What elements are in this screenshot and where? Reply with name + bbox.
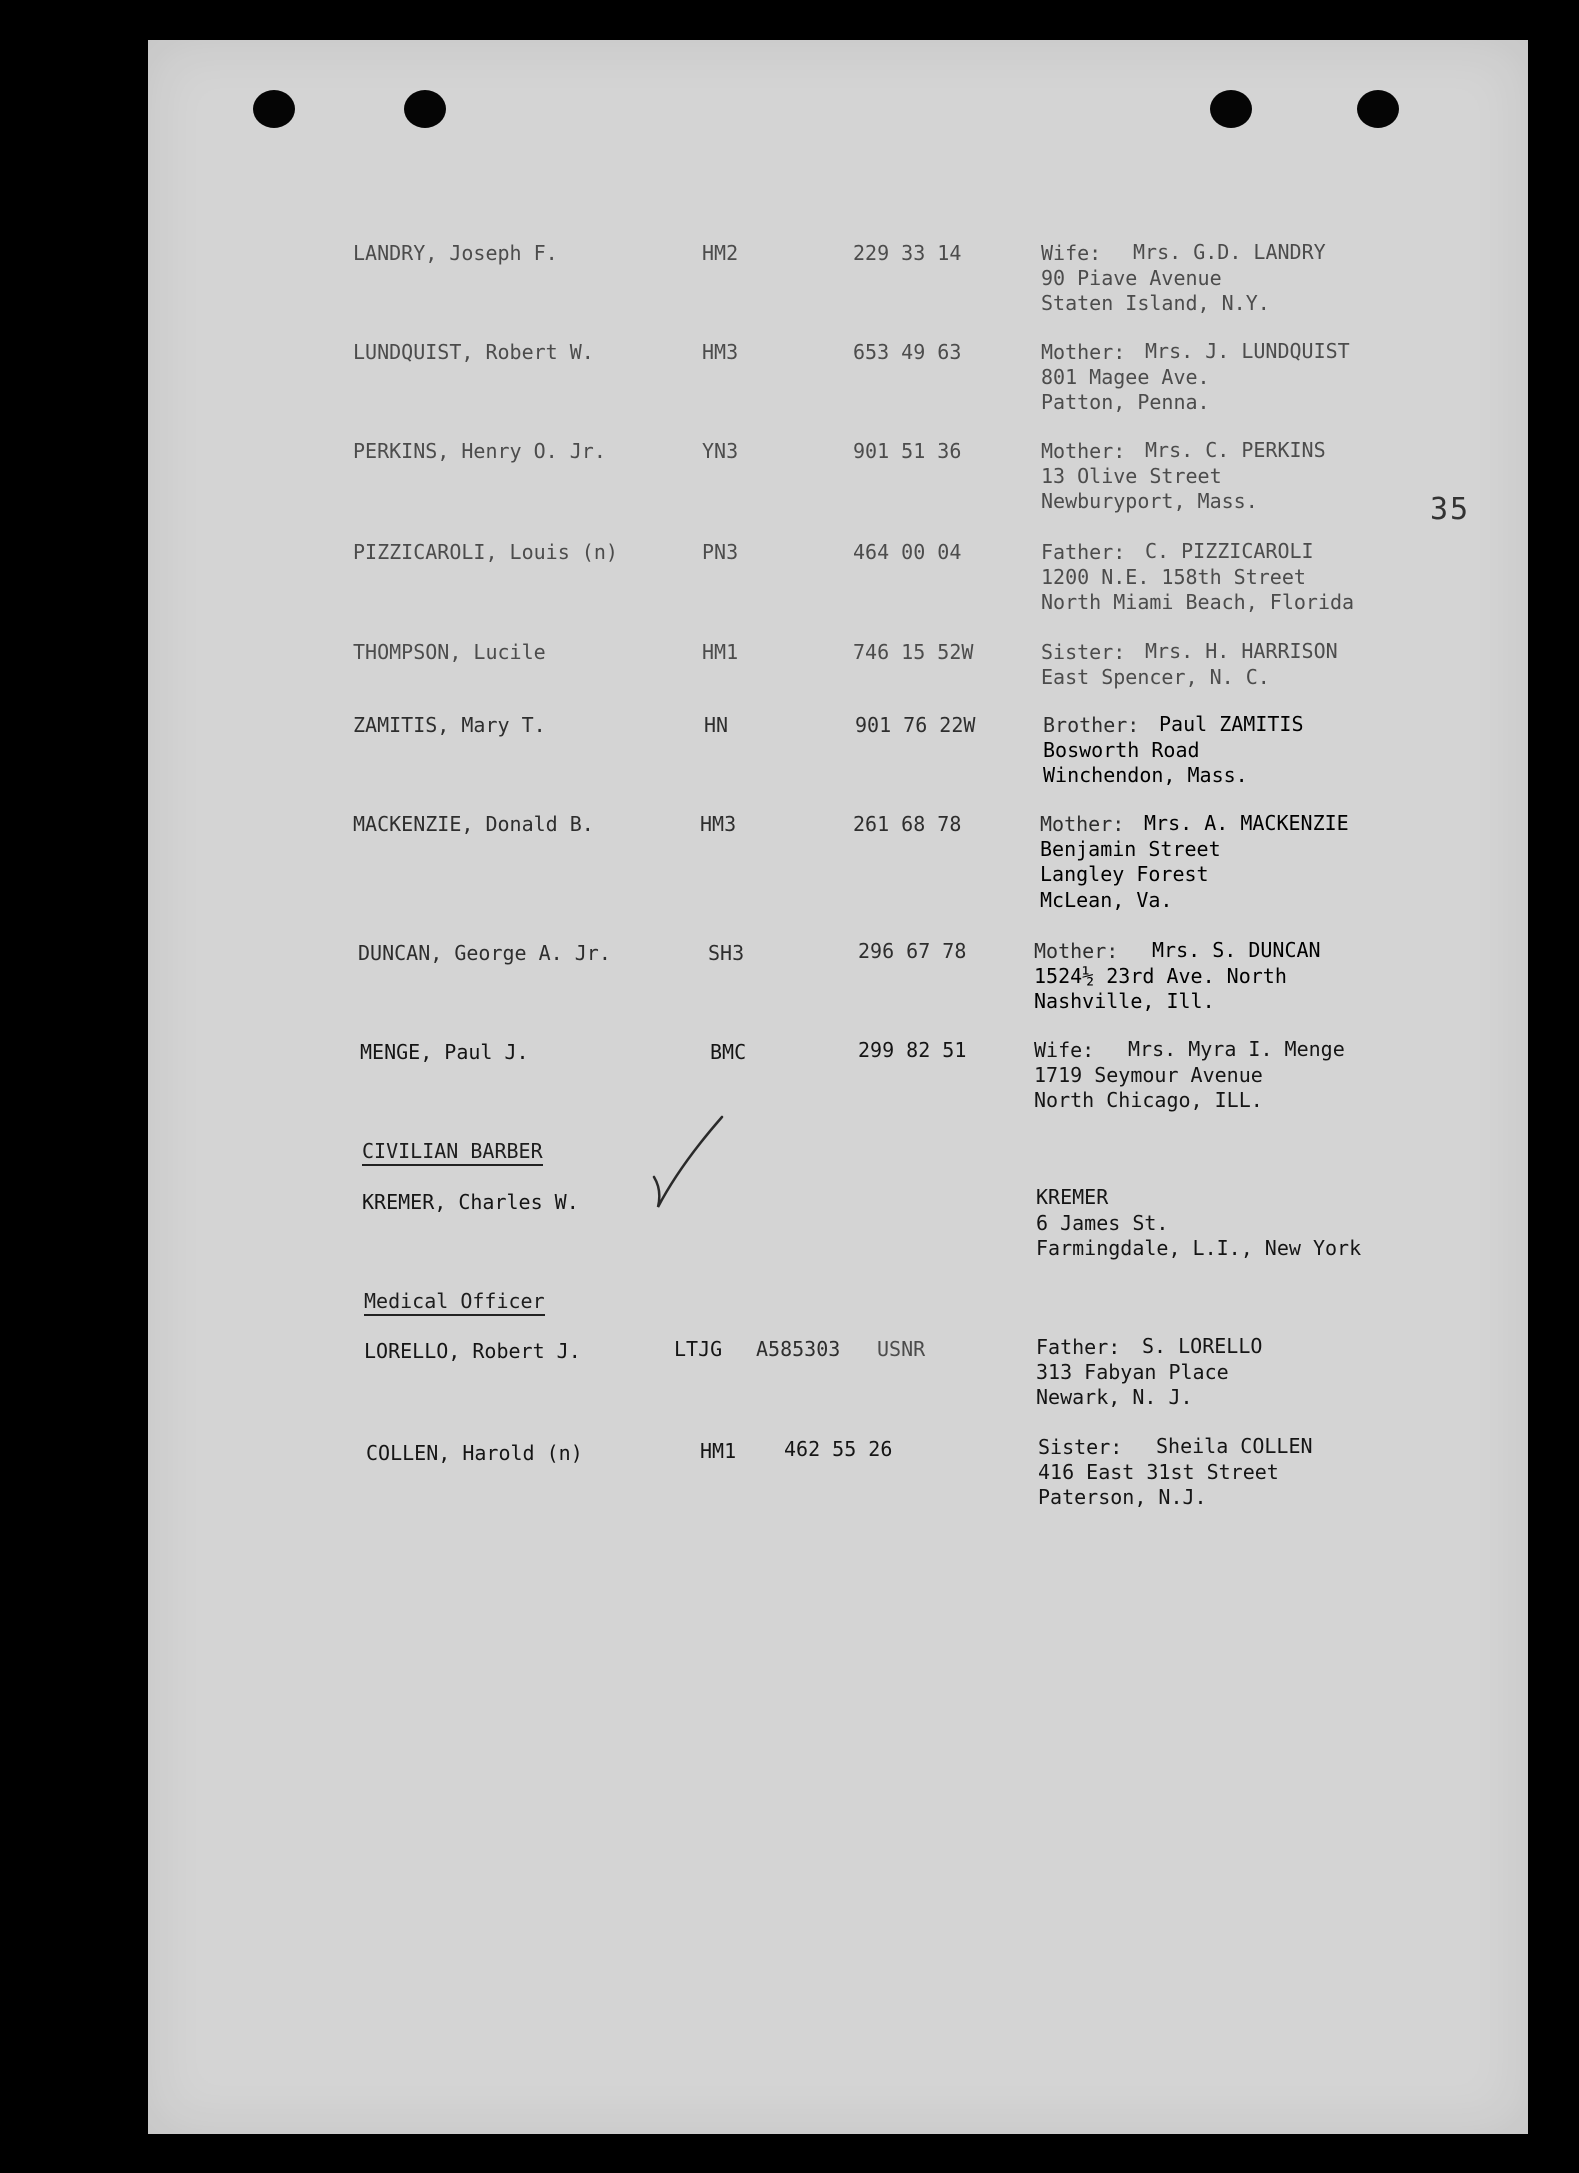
entry-name: MACKENZIE, Donald B. [353, 812, 594, 836]
address-line: Paul ZAMITIS [1159, 712, 1304, 736]
entry-service-no: 299 82 51 [858, 1038, 967, 1062]
entry-relation: Sister: [1038, 1435, 1123, 1459]
entry-name: THOMPSON, Lucile [353, 640, 546, 664]
punch-hole [1210, 90, 1252, 128]
entry-rate: HN [704, 713, 729, 737]
address-line: Staten Island, N.Y. [1041, 291, 1270, 315]
entry-name: ZAMITIS, Mary T. [353, 713, 546, 737]
page-number: 35 [1430, 492, 1471, 527]
address-line: Nashville, Ill. [1034, 989, 1215, 1013]
entry-relation: Brother: [1043, 713, 1140, 737]
address-line: Langley Forest [1040, 862, 1209, 886]
barber-name: KREMER, Charles W. [362, 1190, 579, 1214]
entry-name: DUNCAN, George A. Jr. [358, 941, 611, 965]
entry-rate: HM3 [702, 340, 739, 364]
entry-address [1041, 438, 1326, 515]
address-line: Patton, Penna. [1041, 390, 1210, 414]
entry-service-no: 261 68 78 [853, 812, 962, 836]
entry-address [1038, 1434, 1313, 1511]
officer-component: USNR [877, 1337, 926, 1361]
entry-service-no: 296 67 78 [858, 939, 967, 963]
officer-name: LORELLO, Robert J. [364, 1339, 581, 1363]
entry-name: LUNDQUIST, Robert W. [353, 340, 594, 364]
address-line: Mrs. C. PERKINS [1145, 438, 1326, 462]
entry-address [1041, 339, 1350, 416]
officer-rank: LTJG [674, 1337, 723, 1361]
address-line: KREMER [1036, 1185, 1109, 1209]
entry-service-no: 462 55 26 [784, 1437, 893, 1461]
address-line: Mrs. S. DUNCAN [1152, 938, 1321, 962]
entry-name: MENGE, Paul J. [360, 1040, 529, 1064]
entry-name: PIZZICAROLI, Louis (n) [353, 540, 618, 564]
address-line: East Spencer, N. C. [1041, 664, 1270, 689]
entry-rate: SH3 [708, 941, 745, 965]
punch-hole [253, 90, 295, 128]
entry-rate: BMC [710, 1040, 747, 1064]
entry-relation: Wife: [1041, 241, 1102, 265]
entry-address [1041, 240, 1326, 317]
entry-rate: HM2 [702, 241, 739, 265]
address-line: North Chicago, ILL. [1034, 1088, 1263, 1112]
entry-address [1040, 811, 1349, 913]
address-line: Newark, N. J. [1036, 1385, 1193, 1409]
entry-relation: Mother: [1040, 812, 1125, 836]
address-line: 801 Magee Ave. [1041, 364, 1210, 389]
address-line: 90 Piave Avenue [1041, 265, 1222, 290]
entry-service-no: 464 00 04 [853, 540, 962, 564]
address-line: 1719 Seymour Avenue [1034, 1062, 1263, 1087]
address-line: Benjamin Street [1040, 836, 1221, 861]
entry-name: LANDRY, Joseph F. [353, 241, 558, 265]
officer-relation: Father: [1036, 1335, 1121, 1359]
punch-hole [404, 90, 446, 128]
entry-relation: Sister: [1041, 640, 1126, 664]
address-line: 1200 N.E. 158th Street [1041, 564, 1306, 589]
address-line: S. LORELLO [1142, 1334, 1263, 1358]
entry-service-no: 901 51 36 [853, 439, 962, 463]
entry-address [1041, 539, 1354, 616]
address-line: Mrs. G.D. LANDRY [1133, 240, 1326, 264]
entry-name: PERKINS, Henry O. Jr. [353, 439, 606, 463]
officer-service-no: A585303 [756, 1337, 841, 1361]
entry-relation: Mother: [1041, 439, 1126, 463]
entry-service-no: 901 76 22W [855, 713, 976, 737]
entry-relation: Wife: [1034, 1038, 1095, 1062]
address-line: Sheila COLLEN [1156, 1434, 1313, 1458]
barber-address [1036, 1185, 1361, 1262]
entry-address [1041, 639, 1338, 690]
entry-rate: HM1 [700, 1439, 737, 1463]
check-mark-icon [652, 1115, 724, 1215]
entry-rate: YN3 [702, 439, 739, 463]
entry-service-no: 746 15 52W [853, 640, 974, 664]
address-line: Mrs. H. HARRISON [1145, 639, 1338, 663]
address-line: Mrs. Myra I. Menge [1128, 1037, 1345, 1061]
address-line: 416 East 31st Street [1038, 1459, 1279, 1484]
entry-rate: PN3 [702, 540, 739, 564]
section-heading-medical-officer: Medical Officer [364, 1289, 545, 1316]
entry-service-no: 229 33 14 [853, 241, 962, 265]
section-heading-civilian-barber: CIVILIAN BARBER [362, 1139, 543, 1166]
entry-address [1034, 938, 1321, 1015]
address-line: 6 James St. [1036, 1210, 1169, 1235]
address-line: 1524½ 23rd Ave. North [1034, 963, 1287, 988]
entry-rate: HM1 [702, 640, 739, 664]
address-line: 313 Fabyan Place [1036, 1359, 1229, 1384]
entry-service-no: 653 49 63 [853, 340, 962, 364]
entry-address [1034, 1037, 1345, 1114]
address-line: Mrs. A. MACKENZIE [1144, 811, 1349, 835]
punch-hole [1357, 90, 1399, 128]
entry-relation: Mother: [1034, 939, 1119, 963]
entry-relation: Mother: [1041, 340, 1126, 364]
address-line: McLean, Va. [1040, 887, 1173, 912]
address-line: 13 Olive Street [1041, 463, 1222, 488]
entry-name: COLLEN, Harold (n) [366, 1441, 583, 1465]
address-line: C. PIZZICAROLI [1145, 539, 1314, 563]
officer-address [1036, 1334, 1262, 1411]
address-line: Newburyport, Mass. [1041, 489, 1258, 513]
entry-address [1043, 712, 1304, 789]
address-line: Bosworth Road [1043, 737, 1200, 762]
address-line: Mrs. J. LUNDQUIST [1145, 339, 1350, 363]
entry-rate: HM3 [700, 812, 737, 836]
address-line: North Miami Beach, Florida [1041, 590, 1355, 614]
address-line: Winchendon, Mass. [1043, 763, 1248, 787]
entry-relation: Father: [1041, 540, 1126, 564]
address-line: Paterson, N.J. [1038, 1485, 1207, 1509]
address-line: Farmingdale, L.I., New York [1036, 1236, 1362, 1260]
